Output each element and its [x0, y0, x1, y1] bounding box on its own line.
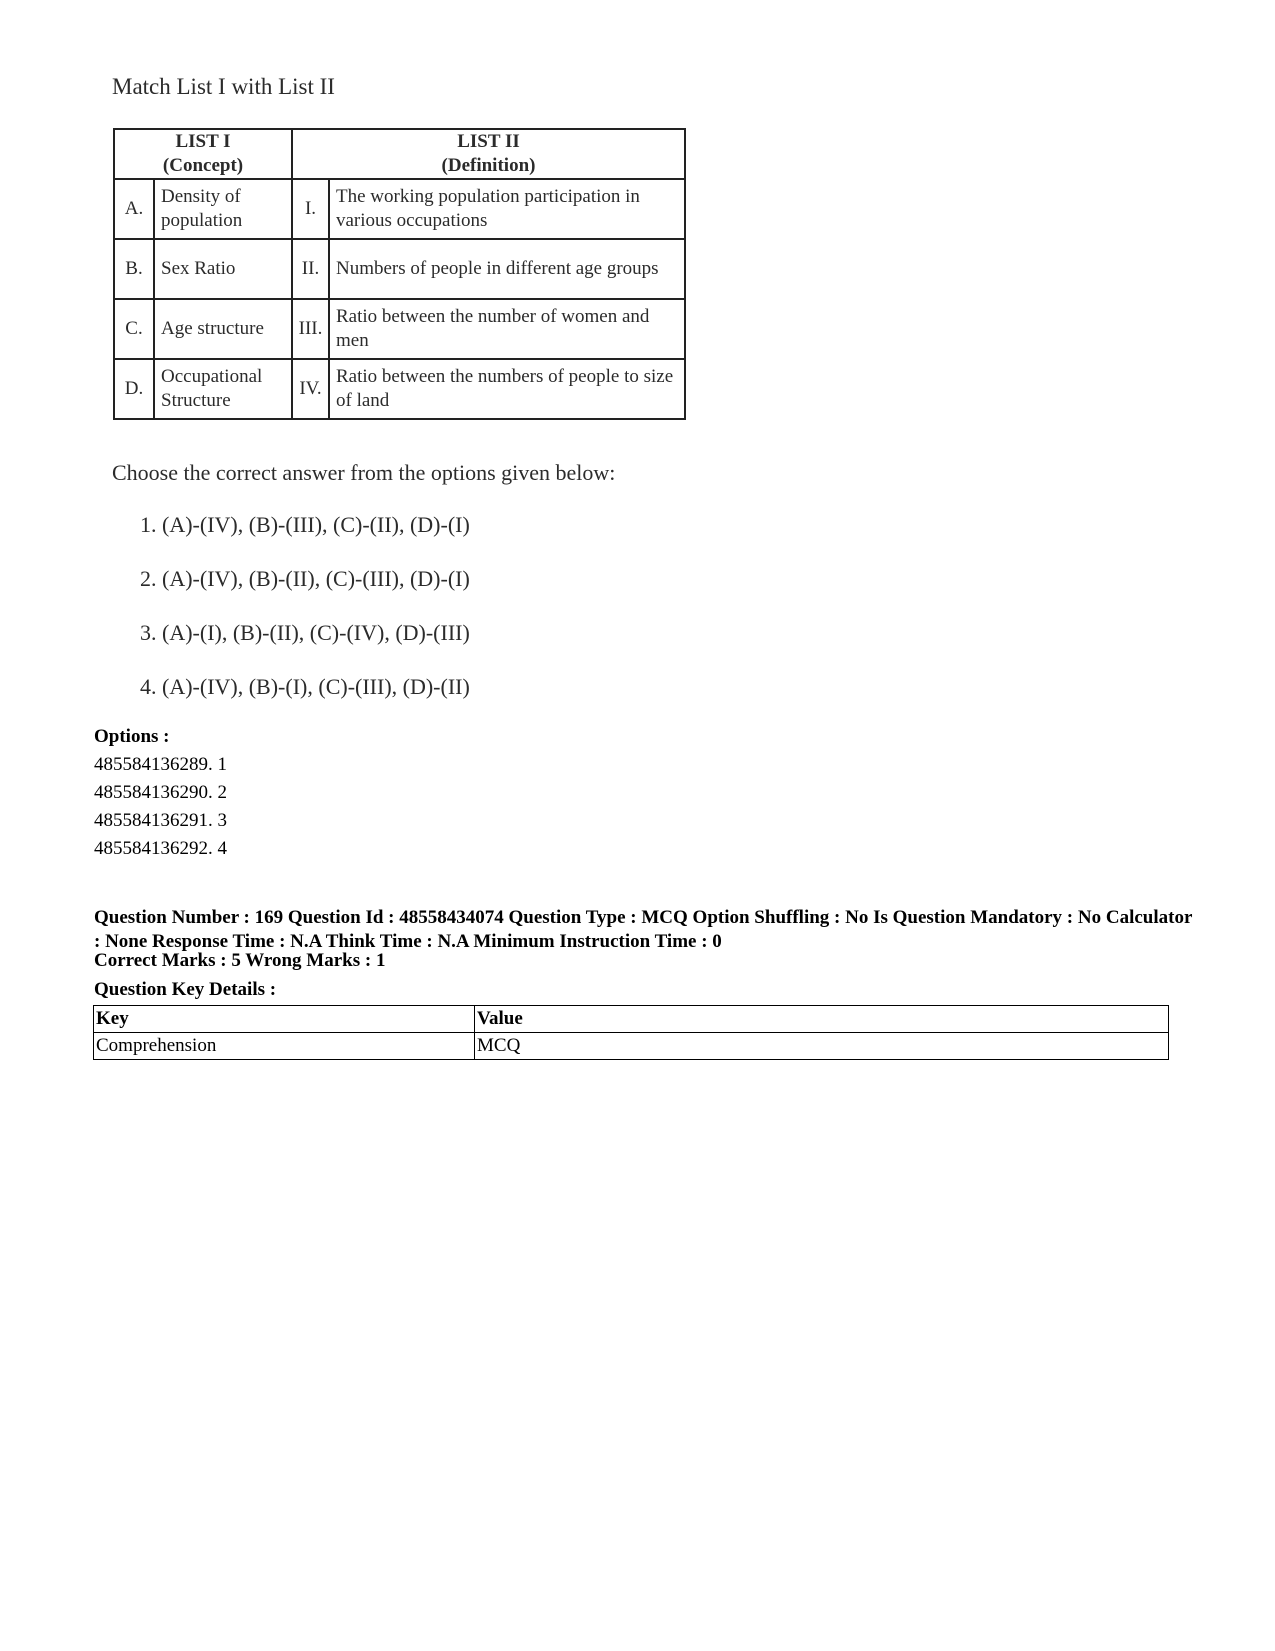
list2-title: LIST II [457, 131, 520, 152]
match-table [113, 128, 686, 420]
table-row [114, 359, 685, 419]
option-item: 485584136292. 4 [94, 838, 227, 859]
row-roman: II. [292, 239, 329, 299]
row-roman: III. [292, 299, 329, 359]
question-metadata: Question Number : 169 Question Id : 48558434074 Question Type : MCQ Option Shuffling : No Is Question Mandatory : No Calculator : None Response Time : N.A Think Time : N.A Minimum Instruction Time : 0 [94, 907, 1193, 952]
row-concept: Occupational Structure [154, 359, 292, 419]
value-column-header: Value [475, 1006, 1169, 1033]
answer-choice: 3. (A)-(I), (B)-(II), (C)-(IV), (D)-(III) [140, 620, 470, 645]
row-letter: D. [114, 359, 154, 419]
row-definition: The working population participation in various occupations [329, 179, 685, 239]
row-concept: Age structure [154, 299, 292, 359]
answer-choice: 2. (A)-(IV), (B)-(II), (C)-(III), (D)-(I) [140, 566, 470, 591]
row-definition: Numbers of people in different age groups [329, 239, 685, 299]
row-concept: Sex Ratio [154, 239, 292, 299]
list2-header [292, 129, 685, 179]
row-letter: C. [114, 299, 154, 359]
match-table-header [114, 129, 685, 179]
row-concept: Density of population [154, 179, 292, 239]
option-item: 485584136291. 3 [94, 810, 227, 831]
table-row [114, 179, 685, 239]
row-roman: IV. [292, 359, 329, 419]
key-table-header [94, 1006, 1169, 1033]
table-row [114, 299, 685, 359]
table-row [114, 239, 685, 299]
answer-choice: 4. (A)-(IV), (B)-(I), (C)-(III), (D)-(II) [140, 674, 470, 699]
key-cell: Comprehension [94, 1033, 475, 1060]
question-intro: Match List I with List II [112, 74, 335, 99]
option-item: 485584136290. 2 [94, 782, 227, 803]
table-row [94, 1033, 1169, 1060]
list1-header [114, 129, 292, 179]
options-section [94, 723, 227, 863]
options-heading: Options : [94, 726, 170, 747]
value-cell: MCQ [475, 1033, 1169, 1060]
list1-title: LIST I [175, 131, 231, 152]
row-letter: A. [114, 179, 154, 239]
answer-choice: 1. (A)-(IV), (B)-(III), (C)-(II), (D)-(I) [140, 512, 470, 537]
row-definition: Ratio between the numbers of people to size of land [329, 359, 685, 419]
key-details-heading: Question Key Details : [94, 979, 277, 1000]
marks-line: Correct Marks : 5 Wrong Marks : 1 [94, 950, 386, 971]
answer-choices [140, 510, 470, 726]
option-item: 485584136289. 1 [94, 754, 227, 775]
list1-subtitle: (Concept) [162, 155, 244, 176]
row-letter: B. [114, 239, 154, 299]
choose-instruction: Choose the correct answer from the options given below: [112, 460, 616, 485]
key-column-header: Key [94, 1006, 475, 1033]
list2-subtitle: (Definition) [441, 155, 536, 176]
row-roman: I. [292, 179, 329, 239]
key-details-table [93, 1005, 1169, 1060]
row-definition: Ratio between the number of women and men [329, 299, 685, 359]
